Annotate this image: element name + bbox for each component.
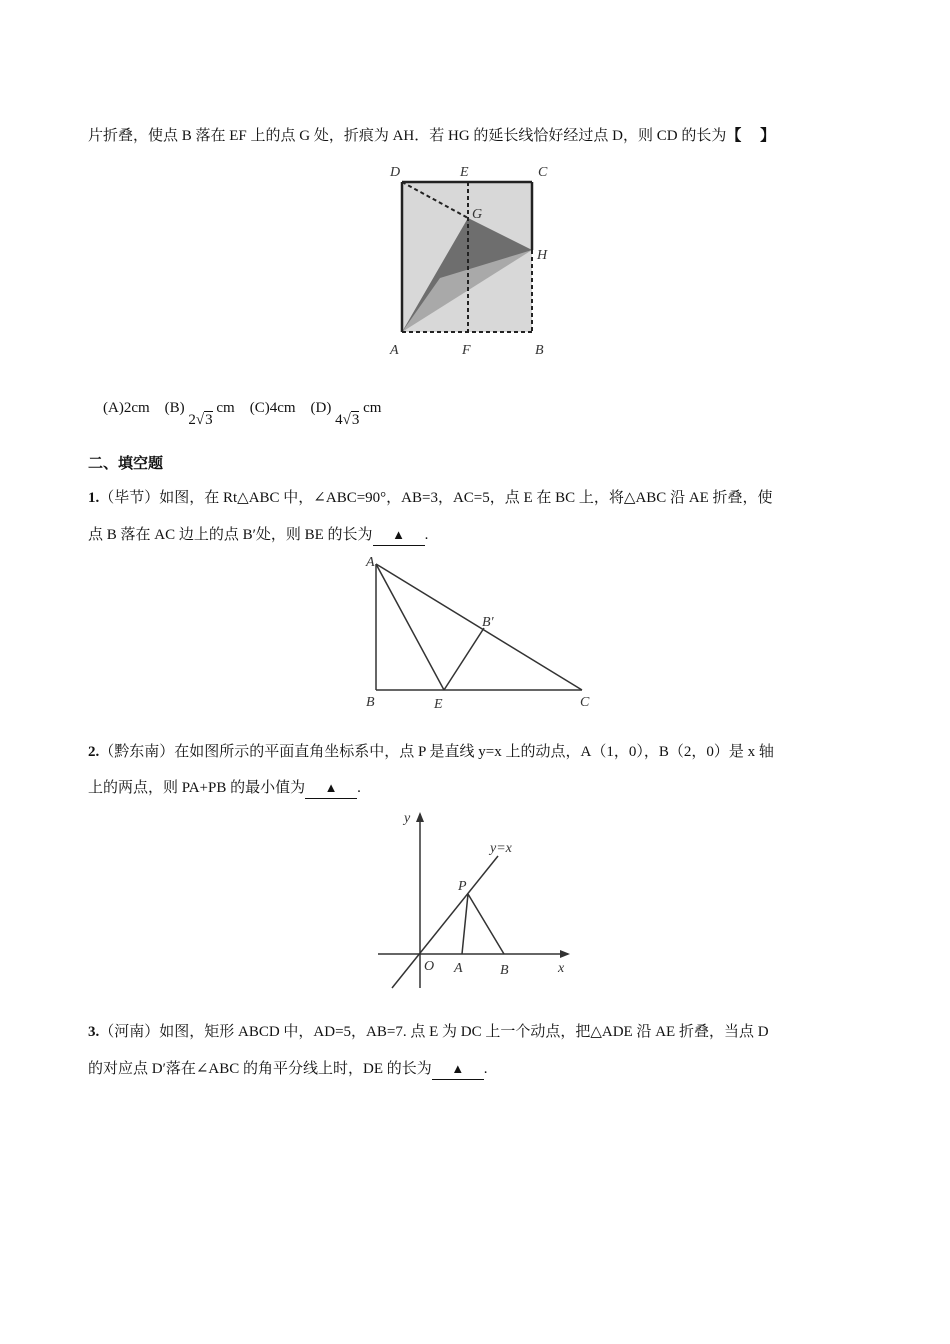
choice-d-label: (D) (310, 400, 332, 416)
choice-c: (C)4cm (249, 400, 296, 416)
label-B: B (535, 343, 544, 358)
q2-line1 (88, 742, 774, 762)
label-line-yx: y=x (490, 841, 512, 856)
label-C: C (580, 695, 590, 710)
problem-text-top (88, 126, 775, 146)
label-x: x (558, 961, 565, 976)
segment-PA (462, 894, 468, 954)
label-y: y (404, 811, 411, 826)
fold-AE (376, 564, 444, 690)
q1-number: 1. (88, 490, 100, 506)
x-axis-arrow (560, 950, 570, 958)
segment-PB (468, 894, 504, 954)
choice-b-label: (B) (164, 400, 185, 416)
side-AC (376, 564, 582, 690)
q1-text1: （毕节）如图，在 Rt△ABC 中，∠ABC=90°，AB=3，AC=5，点 E 在 BC 上，将△ABC 沿 AE 折叠，使 (99, 490, 773, 506)
problem-text-top-main: 片折叠，使点 B 落在 EF 上的点 G 处，折痕为 AH．若 HG 的延长线恰好经过点 D，则 CD 的长为 (88, 128, 727, 144)
label-P: P (458, 879, 467, 894)
q3-line1 (88, 1022, 769, 1042)
figure-coordinate-plane (372, 806, 576, 992)
label-F: F (462, 343, 471, 358)
q1-line1 (88, 488, 773, 508)
label-C: C (538, 165, 548, 180)
answer-bracket: 【 】 (726, 128, 776, 144)
q2-answer-blank[interactable]: ▲ (305, 778, 357, 799)
label-A: A (390, 343, 399, 358)
q1-answer-blank[interactable]: ▲ (373, 525, 425, 546)
q2-number: 2. (88, 744, 100, 760)
q3-text2: 的对应点 D′落在∠ABC 的角平分线上时，DE 的长为 (88, 1061, 432, 1077)
choices-row (103, 398, 381, 434)
q2-text1: （黔东南）在如图所示的平面直角坐标系中，点 P 是直线 y=x 上的动点，A（1，0），B（2，0）是 x 轴 (99, 744, 774, 760)
figure-fold-rectangle (380, 158, 580, 363)
choice-b-value: 2√3 (188, 412, 213, 428)
q2-line2: 上的两点，则 PA+PB 的最小值为 ▲ . (88, 778, 361, 799)
choice-d-value: 4√3 (335, 412, 360, 428)
label-H: H (537, 248, 548, 263)
segment-EB-prime (444, 628, 484, 690)
choice-b-unit: cm (216, 400, 235, 416)
choice-d-unit: cm (363, 400, 382, 416)
q3-text1: （河南）如图，矩形 ABCD 中，AD=5，AB=7. 点 E 为 DC 上一个动点，把△ADE 沿 AE 折叠，当点 D (99, 1024, 769, 1040)
q1-text2: 点 B 落在 AC 边上的点 B′处，则 BE 的长为 (88, 527, 373, 543)
label-O: O (424, 959, 435, 974)
label-E: E (460, 165, 469, 180)
label-B-prime: B′ (482, 615, 494, 630)
label-A: A (454, 961, 463, 976)
y-axis-arrow (416, 812, 424, 822)
line-y-equals-x (392, 856, 498, 988)
q1-line2: 点 B 落在 AC 边上的点 B′处，则 BE 的长为 ▲ . (88, 525, 428, 546)
q2-text2: 上的两点，则 PA+PB 的最小值为 (88, 780, 306, 796)
figure-right-triangle (358, 552, 598, 714)
label-A: A (366, 555, 375, 570)
label-G: G (472, 207, 483, 222)
label-B: B (500, 963, 509, 978)
q3-line2: 的对应点 D′落在∠ABC 的角平分线上时，DE 的长为 ▲ . (88, 1059, 488, 1080)
q3-answer-blank[interactable]: ▲ (432, 1059, 484, 1080)
section-heading: 二、填空题 (88, 455, 164, 472)
choice-a: (A)2cm (103, 400, 150, 416)
label-D: D (390, 165, 401, 180)
q3-number: 3. (88, 1024, 100, 1040)
label-E: E (434, 697, 443, 712)
label-B: B (366, 695, 375, 710)
